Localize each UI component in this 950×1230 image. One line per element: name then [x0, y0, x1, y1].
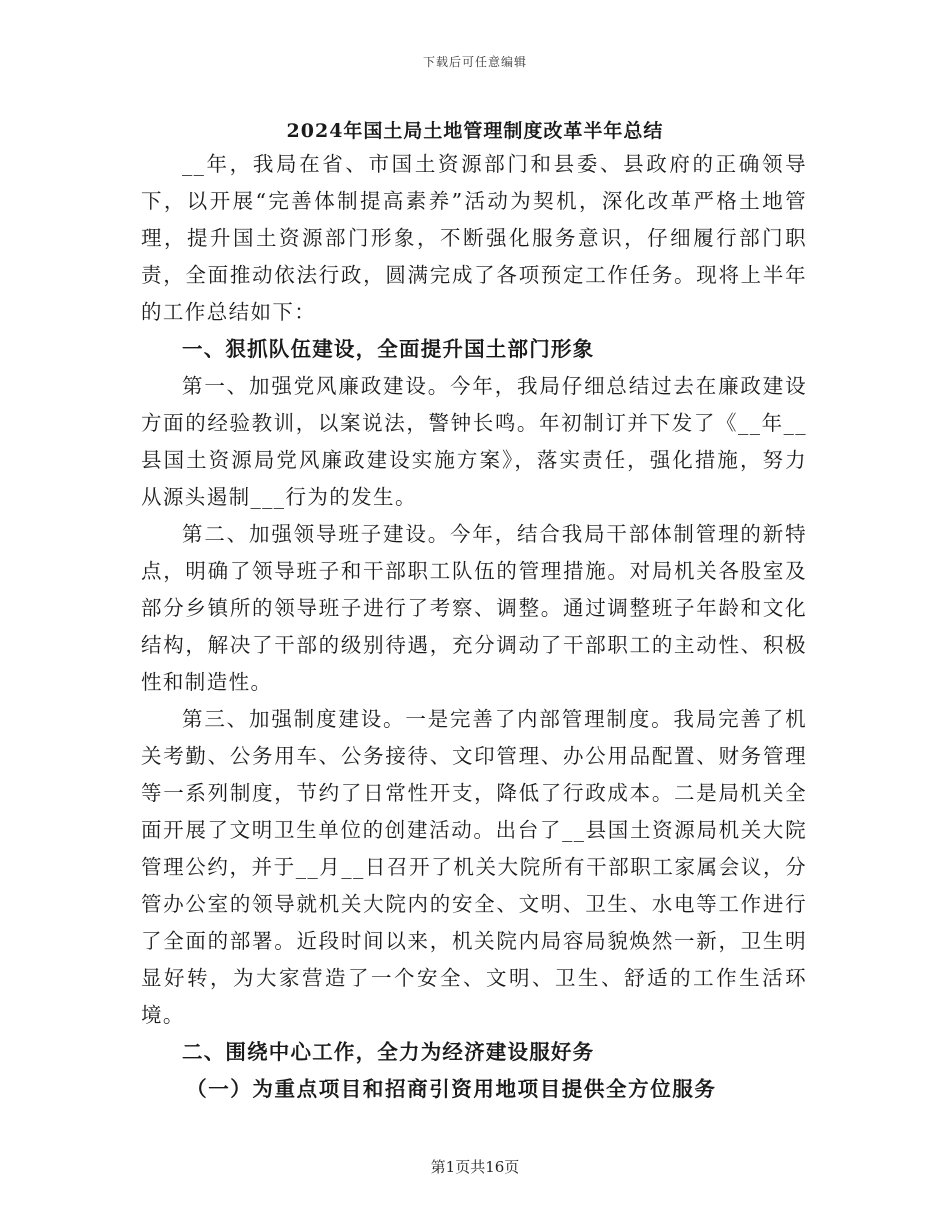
paragraph-second: 第二、加强领导班子建设。今年，结合我局干部体制管理的新特点，明确了领导班子和干部职工队伍的管理措施。对局机关各股室及部分乡镇所的领导班子进行了考察、调整。通过调整班子年龄和文化结构，解决了干部的级别待遇，充分调动了干部职工的主动性、积极性和制造性。	[141, 522, 807, 694]
intro-paragraph: __年，我局在省、市国土资源部门和县委、县政府的正确领导下，以开展“完善体制提高素养”活动为契机，深化改革严格土地管理，提升国土资源部门形象，不断强化服务意识，仔细履行部门职责，全面推动依法行政，圆满完成了各项预定工作任务。现将上半年的工作总结如下：	[141, 152, 807, 324]
paragraph-first: 第一、加强党风廉政建设。今年，我局仔细总结过去在廉政建设方面的经验教训，以案说法，警钟长鸣。年初制订并下发了《__年__县国土资源局党风廉政建设实施方案》，落实责任，强化措施，努力从源头遏制___行为的发生。	[141, 374, 807, 509]
paragraph-third: 第三、加强制度建设。一是完善了内部管理制度。我局完善了机关考勤、公务用车、公务接待、文印管理、办公用品配置、财务管理等一系列制度，节约了日常性开支，降低了行政成本。二是局机关全面开展了文明卫生单位的创建活动。出台了__县国土资源局机关大院管理公约，并于__月__日召开了机关大院所有干部职工家属会议，分管办公室的领导就机关大院内的安全、文明、卫生、水电等工作进行了全面的部署。近段时间以来，机关院内局容局貌焕然一新，卫生明显好转，为大家营造了一个安全、文明、卫生、舒适的工作生活环境。	[141, 707, 807, 1027]
header-note: 下载后可任意编辑	[422, 55, 527, 69]
document-title: 2024年国土局土地管理制度改革半年总结	[286, 120, 664, 142]
page-footer: 第1页共16页	[430, 1158, 520, 1176]
document-body	[141, 146, 807, 1108]
subsection-heading-1: （一）为重点项目和招商引资用地项目提供全方位服务	[186, 1077, 717, 1101]
section-heading-1: 一、狠抓队伍建设，全面提升国土部门形象	[182, 337, 595, 361]
section-heading-2: 二、围绕中心工作，全力为经济建设服好务	[182, 1040, 595, 1064]
